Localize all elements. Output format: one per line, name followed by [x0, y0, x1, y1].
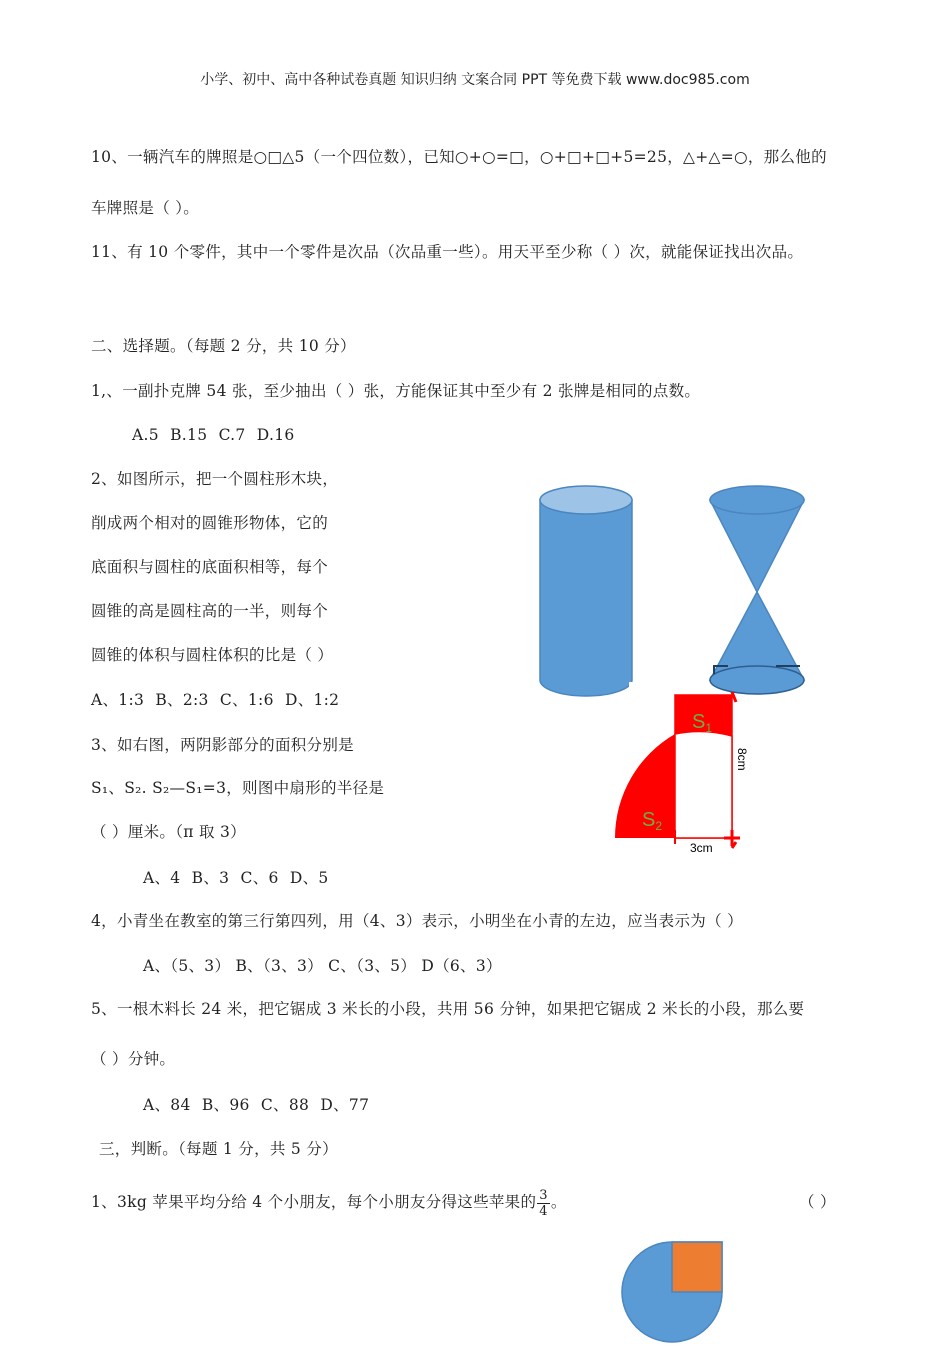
fraction-numerator: 3 [539, 1187, 548, 1203]
fraction-denominator: 4 [539, 1203, 548, 1219]
s2-q5-line1: 5、一根木料长 24 米，把它锯成 3 米长的小段，共用 56 分钟，如果把它锯成 2 米长的小段，那么要 [91, 1000, 805, 1018]
fraction-3-4 [537, 1188, 550, 1219]
label-height-8cm: 8cm [735, 748, 749, 771]
label-s1: $S_1$ [692, 711, 713, 735]
q11-text: 11、有 10 个零件，其中一个零件是次品（次品重一些）。用天平至少称（ ）次，就能保证找出次品。 [91, 243, 804, 261]
double-cone-figure [704, 482, 814, 702]
s2-q5-line2: （ ）分钟。 [91, 1050, 176, 1068]
s3-q1-answer-paren: （ ） [799, 1193, 836, 1211]
s2-q2-line3: 底面积与圆柱的底面积相等，每个 [91, 558, 329, 576]
s2-q4-options: A、（5、3） B、（3、3） C、（3、5） D（6、3） [143, 957, 502, 975]
s2-q3-line1: 3、如右图，两阴影部分的面积分别是 [91, 736, 354, 754]
page-header: 小学、初中、高中各种试卷真题 知识归纳 文案合同 PPT 等免费下载 www.doc985.com [200, 72, 750, 88]
sector-figure [610, 690, 760, 855]
s2-q3-options: A、4 B、3 C、6 D、5 [143, 869, 329, 887]
section3-title: 三，判断。（每题 1 分，共 5 分） [99, 1140, 338, 1158]
s3-q1-text: 1、3kg 苹果平均分给 4 个小朋友，每个小朋友分得这些苹果的 [91, 1193, 537, 1211]
s3-q1-period: 。 [550, 1193, 567, 1211]
s2-q4-text: 4，小青坐在教室的第三行第四列，用（4、3）表示，小明坐在小青的左边，应当表示为（ ） [91, 912, 743, 930]
cylinder-figure [536, 482, 636, 702]
s2-q3-line3: （ ）厘米。（π 取 3） [91, 823, 246, 841]
q10-line1: 10、一辆汽车的牌照是○□△5（一个四位数），已知○+○=□，○+□+□+5=25，△+△=○，那么他的 [91, 148, 827, 166]
s2-q2-line2: 削成两个相对的圆锥形物体，它的 [91, 514, 329, 532]
s2-q5-options: A、84 B、96 C、88 D、77 [143, 1096, 370, 1114]
circle-square-figure [616, 1236, 728, 1346]
s3-q1 [91, 1184, 567, 1220]
s2-q1-options: A.5 B.15 C.7 D.16 [132, 426, 295, 444]
q10-line2: 车牌照是（ ）。 [91, 199, 200, 217]
s2-q2-options: A、1:3 B、2:3 C、1:6 D、1:2 [91, 691, 340, 709]
s2-q2-line1: 2、如图所示，把一个圆柱形木块， [91, 470, 339, 488]
section2-title: 二、选择题。（每题 2 分，共 10 分） [91, 337, 356, 355]
s2-q2-line5: 圆锥的体积与圆柱体积的比是（ ） [91, 646, 334, 664]
s2-q1-text: 1,、一副扑克牌 54 张，至少抽出（ ）张，方能保证其中至少有 2 张牌是相同的点数。 [91, 382, 701, 400]
s2-q2-line4: 圆锥的高是圆柱高的一半，则每个 [91, 602, 329, 620]
label-width-3cm: 3cm [690, 841, 713, 855]
s2-q3-line2: S₁、S₂. S₂—S₁=3，则图中扇形的半径是 [91, 779, 385, 797]
label-s2: $S_2$ [642, 809, 663, 833]
